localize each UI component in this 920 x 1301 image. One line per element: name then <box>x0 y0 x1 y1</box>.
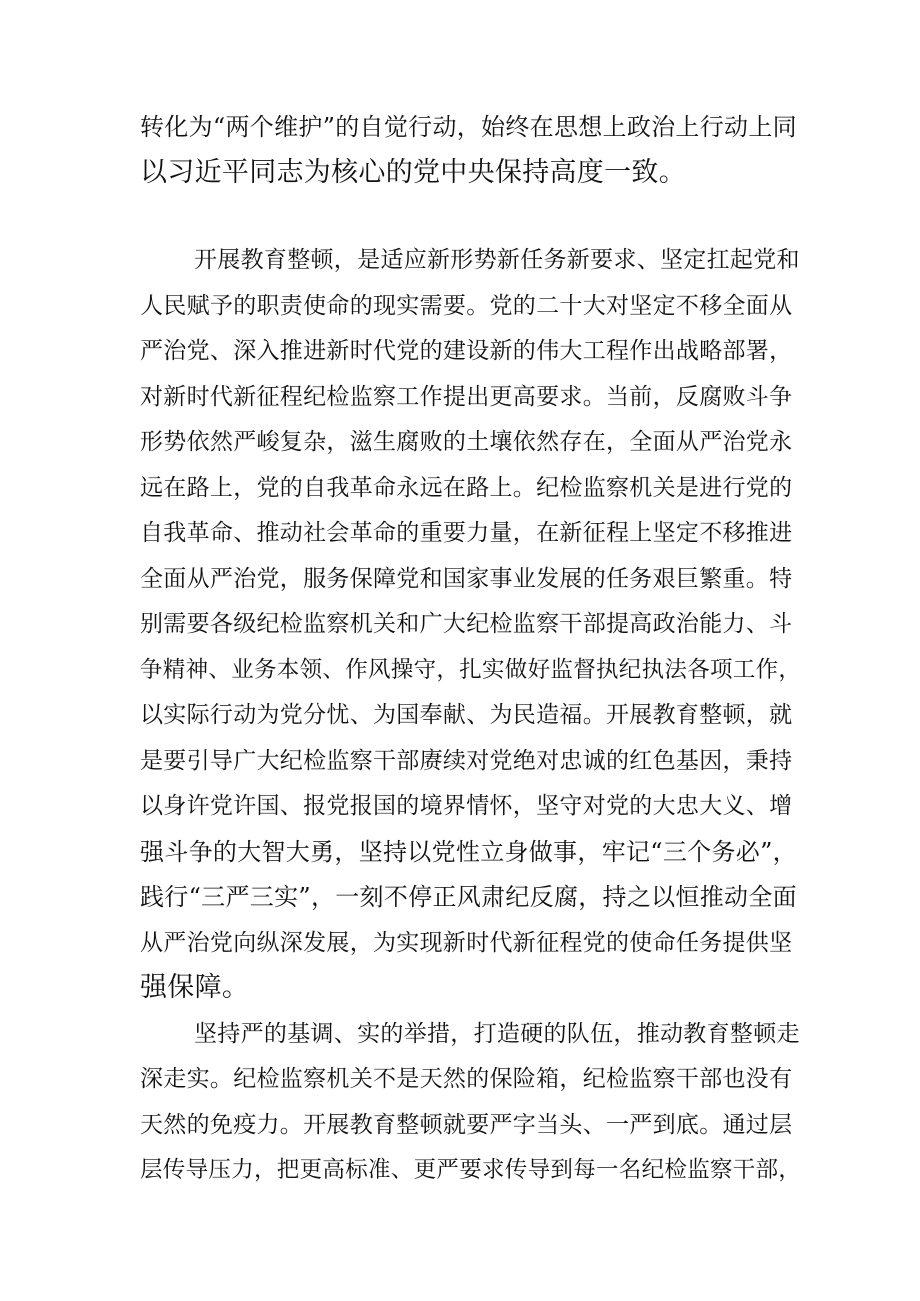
paragraph-2-line-17: 强保障。 <box>140 972 250 1003</box>
paragraph-2-line-4: 对新时代新征程纪检监察工作提出更高要求。当前，反腐败斗争 <box>140 384 793 410</box>
paragraph-2-line-2: 人民赋予的职责使命的现实需要。党的二十大对坚定不移全面从 <box>140 293 793 319</box>
paragraph-2-line-3: 严治党、深入推进新时代党的建设新的伟大工程作出战略部署， <box>140 338 793 364</box>
paragraph-2-line-15: 践行“三严三实”，一刻不停正风肃纪反腐，持之以恒推动全面 <box>140 883 797 911</box>
paragraph-3-line-1: 坚持严的基调、实的举措，打造硬的队伍，推动教育整顿走 <box>194 1021 800 1047</box>
paragraph-2-line-7: 自我革命、推动社会革命的重要力量，在新征程上坚定不移推进 <box>140 520 793 546</box>
paragraph-2-line-13: 以身许党许国、报党报国的境界情怀，坚守对党的大忠大义、增 <box>140 793 793 819</box>
paragraph-1-line-1: 转化为“两个维护”的自觉行动，始终在思想上政治上行动上同 <box>140 113 797 141</box>
paragraph-1-line-2: 以习近平同志为核心的党中央保持高度一致。 <box>140 157 686 188</box>
paragraph-2-line-1: 开展教育整顿，是适应新形势新任务新要求、坚定扛起党和 <box>194 247 800 273</box>
paragraph-2-line-9: 别需要各级纪检监察机关和广大纪检监察干部提高政治能力、斗 <box>140 611 793 637</box>
paragraph-2-line-11: 以实际行动为党分忧、为国奉献、为民造福。开展教育整顿，就 <box>140 702 793 728</box>
paragraph-2-line-5: 形势依然严峻复杂，滋生腐败的土壤依然存在，全面从严治党永 <box>140 429 793 455</box>
paragraph-2-line-10: 争精神、业务本领、作风操守，扎实做好监督执纪执法各项工作， <box>140 657 802 683</box>
paragraph-3-line-2: 深走实。纪检监察机关不是天然的保险箱，纪检监察干部也没有 <box>140 1066 793 1092</box>
paragraph-3-line-4: 层传导压力，把更高标准、更严要求传导到每一名纪检监察干部， <box>140 1157 802 1183</box>
paragraph-2-line-6: 远在路上，党的自我革命永远在路上。纪检监察机关是进行党的 <box>140 475 793 501</box>
paragraph-2-line-8: 全面从严治党，服务保障党和国家事业发展的任务艰巨繁重。特 <box>140 566 793 592</box>
paragraph-2-line-14: 强斗争的大智大勇，坚持以党性立身做事，牢记“三个务必”， <box>140 838 797 866</box>
paragraph-2-line-16: 从严治党向纵深发展，为实现新时代新征程党的使命任务提供坚 <box>140 930 793 956</box>
paragraph-2-line-12: 是要引导广大纪检监察干部赓续对党绝对忠诚的红色基因，秉持 <box>140 748 793 774</box>
paragraph-3-line-3: 天然的免疫力。开展教育整顿就要严字当头、一严到底。通过层 <box>140 1112 793 1138</box>
